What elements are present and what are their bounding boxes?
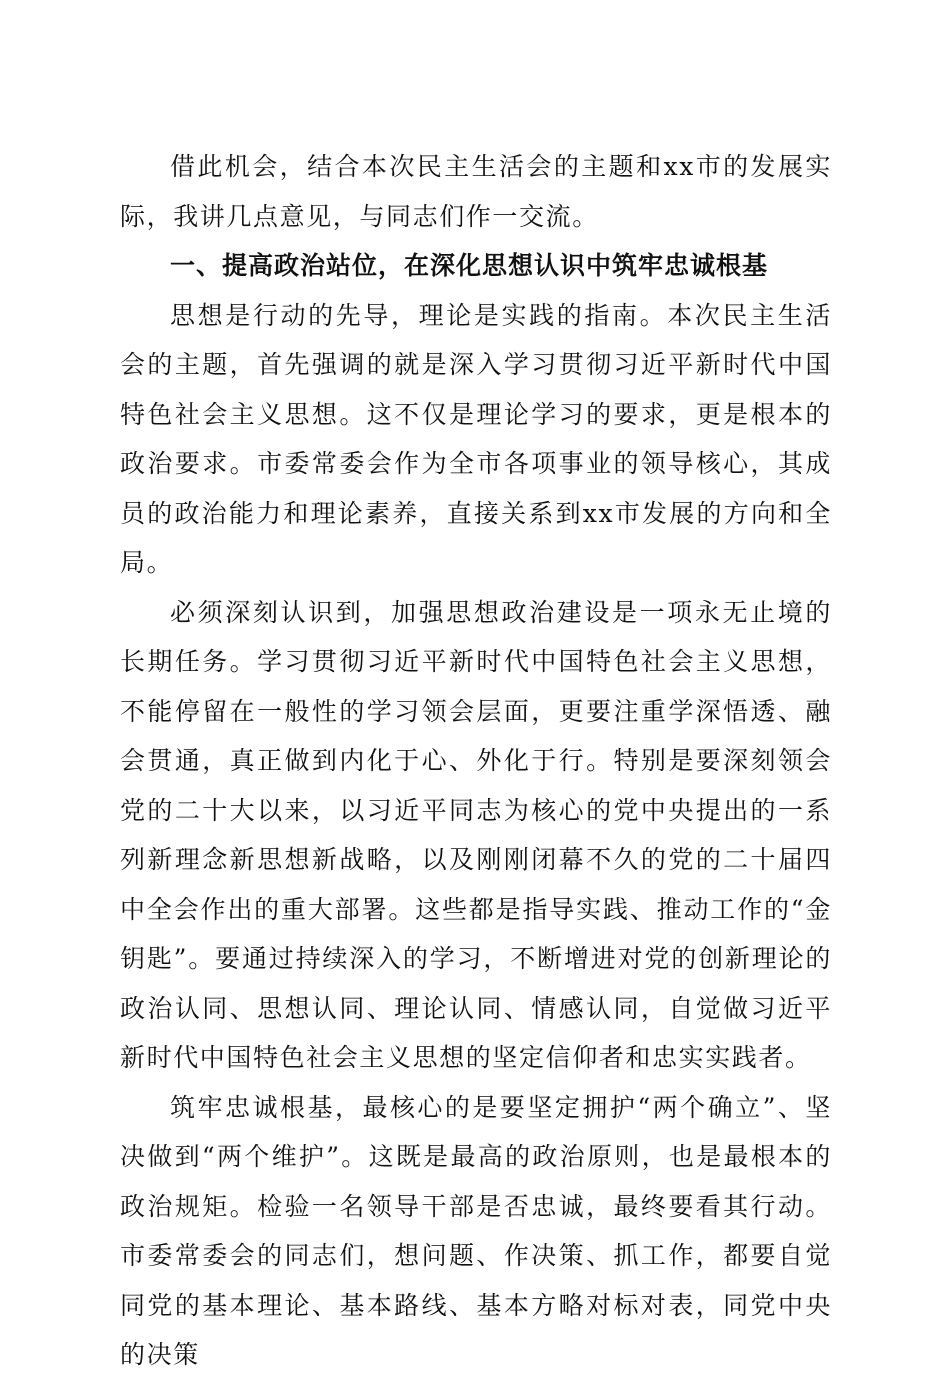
intro-paragraph: 借此机会，结合本次民主生活会的主题和xx市的发展实际，我讲几点意见，与同志们作一交流。: [120, 152, 832, 231]
body-paragraph-3: 筑牢忠诚根基，最核心的是要坚定拥护“两个确立”、坚决做到“两个维护”。这既是最高的政治原则，也是最根本的政治规矩。检验一名领导干部是否忠诚，最终要看其行动。市委常委会的同志们，想问题、作决策、抓工作，都要自觉同党的基本理论、基本路线、基本方略对标对表，同党中央的决策: [120, 1092, 832, 1369]
section-heading-1: 一、提高政治站位，在深化思想认识中筑牢忠诚根基: [170, 251, 769, 280]
body-paragraph-2: 必须深刻认识到，加强思想政治建设是一项永无止境的长期任务。学习贯彻习近平新时代中国特色社会主义思想，不能停留在一般性的学习领会层面，更要注重学深悟透、融会贯通，真正做到内化于心、外化于行。特别是要深刻领会党的二十大以来，以习近平同志为核心的党中央提出的一系列新理念新思想新战略，以及刚刚闭幕不久的党的二十届四中全会作出的重大部署。这些都是指导实践、推动工作的“金钥匙”。要通过持续深入的学习，不断增进对党的创新理论的政治认同、思想认同、理论认同、情感认同，自觉做习近平新时代中国特色社会主义思想的坚定信仰者和忠实实践者。: [120, 597, 832, 1072]
document-body: [120, 142, 832, 1380]
body-paragraph-1: 思想是行动的先导，理论是实践的指南。本次民主生活会的主题，首先强调的就是深入学习贯彻习近平新时代中国特色社会主义思想。这不仅是理论学习的要求，更是根本的政治要求。市委常委会作为全市各项事业的领导核心，其成员的政治能力和理论素养，直接关系到xx市发展的方向和全局。: [120, 300, 832, 577]
